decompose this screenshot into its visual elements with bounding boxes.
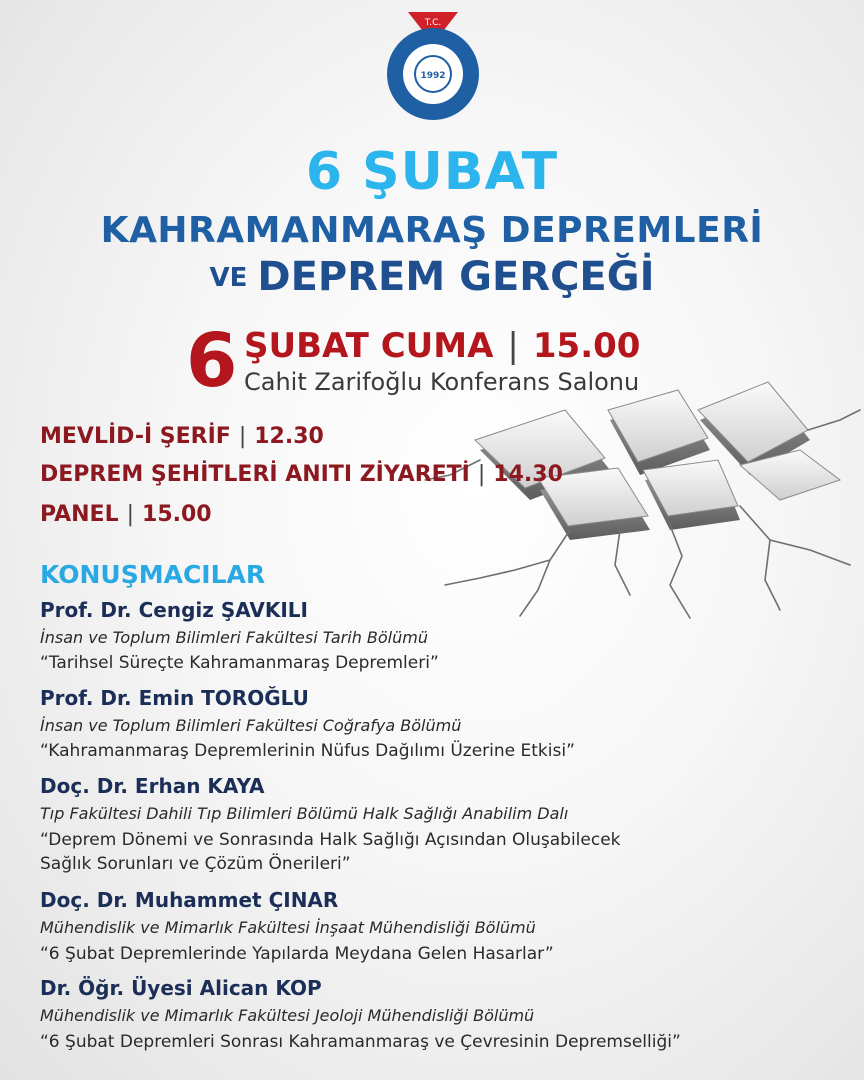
- speaker-department: Mühendislik ve Mimarlık Fakültesi Jeoloji Mühendisliği Bölümü: [40, 1006, 535, 1025]
- speaker-topic: “Tarihsel Süreçte Kahramanmaraş Depremleri”: [40, 653, 439, 673]
- schedule-time: 12.30: [254, 424, 324, 449]
- speaker-name: Prof. Dr. Cengiz ŞAVKILI: [40, 598, 308, 622]
- event-date-line: [244, 326, 640, 366]
- university-logo: [374, 10, 492, 122]
- speaker-topic: “6 Şubat Depremlerinde Yapılarda Meydana Gelen Hasarlar”: [40, 944, 554, 964]
- title-6-subat: 6 ŞUBAT: [305, 142, 559, 202]
- title-ve: VE: [209, 263, 248, 293]
- schedule-separator: |: [238, 424, 247, 449]
- schedule-item: [40, 462, 563, 487]
- event-date: ŞUBAT CUMA: [244, 326, 494, 366]
- logo-year: 1992: [420, 71, 446, 81]
- schedule-item: [40, 424, 324, 449]
- speaker-name: Prof. Dr. Emin TOROĞLU: [40, 686, 309, 710]
- event-day-number: 6: [186, 318, 238, 404]
- title-kahramanmaras: KAHRAMANMARAŞ DEPREMLERİ: [100, 210, 764, 251]
- schedule-time: 15.00: [142, 502, 212, 527]
- speaker-topic: “Deprem Dönemi ve Sonrasında Halk Sağlığı Açısından Oluşabilecek: [40, 830, 621, 850]
- event-time: 15.00: [532, 326, 641, 366]
- title-deprem-gercegi-text: DEPREM GERÇEĞİ: [257, 254, 655, 300]
- cracked-ground-illustration: [420, 380, 864, 620]
- speaker-name: Doç. Dr. Erhan KAYA: [40, 774, 265, 798]
- schedule-time: 14.30: [493, 462, 563, 487]
- schedule-separator: |: [126, 502, 135, 527]
- speaker-name: Dr. Öğr. Üyesi Alican KOP: [40, 976, 322, 1000]
- speaker-department: İnsan ve Toplum Bilimleri Fakültesi Tarih Bölümü: [40, 628, 428, 647]
- event-separator: |: [507, 326, 519, 366]
- speaker-topic: “Kahramanmaraş Depremlerinin Nüfus Dağılımı Üzerine Etkisi”: [40, 741, 575, 761]
- speaker-department: İnsan ve Toplum Bilimleri Fakültesi Coğrafya Bölümü: [40, 716, 462, 735]
- logo-tc: T.C.: [424, 18, 442, 28]
- speaker-topic: “6 Şubat Depremleri Sonrası Kahramanmaraş ve Çevresinin Depremselliği”: [40, 1032, 681, 1052]
- speaker-name: Doç. Dr. Muhammet ÇINAR: [40, 888, 339, 912]
- schedule-separator: |: [477, 462, 486, 487]
- speaker-department: Tıp Fakültesi Dahili Tıp Bilimleri Bölümü Halk Sağlığı Anabilim Dalı: [40, 804, 569, 823]
- schedule-label: MEVLİD-İ ŞERİF: [40, 424, 231, 449]
- speaker-department: Mühendislik ve Mimarlık Fakültesi İnşaat Mühendisliği Bölümü: [40, 918, 536, 937]
- speaker-topic-continued: Sağlık Sorunları ve Çözüm Önerileri”: [40, 854, 351, 874]
- schedule-label: PANEL: [40, 502, 119, 527]
- event-venue: Cahit Zarifoğlu Konferans Salonu: [244, 368, 640, 396]
- schedule-label: DEPREM ŞEHİTLERİ ANITI ZİYARETİ: [40, 462, 470, 487]
- title-deprem-gercegi: [0, 254, 864, 300]
- schedule-item: [40, 502, 212, 527]
- speakers-heading: KONUŞMACILAR: [40, 560, 266, 589]
